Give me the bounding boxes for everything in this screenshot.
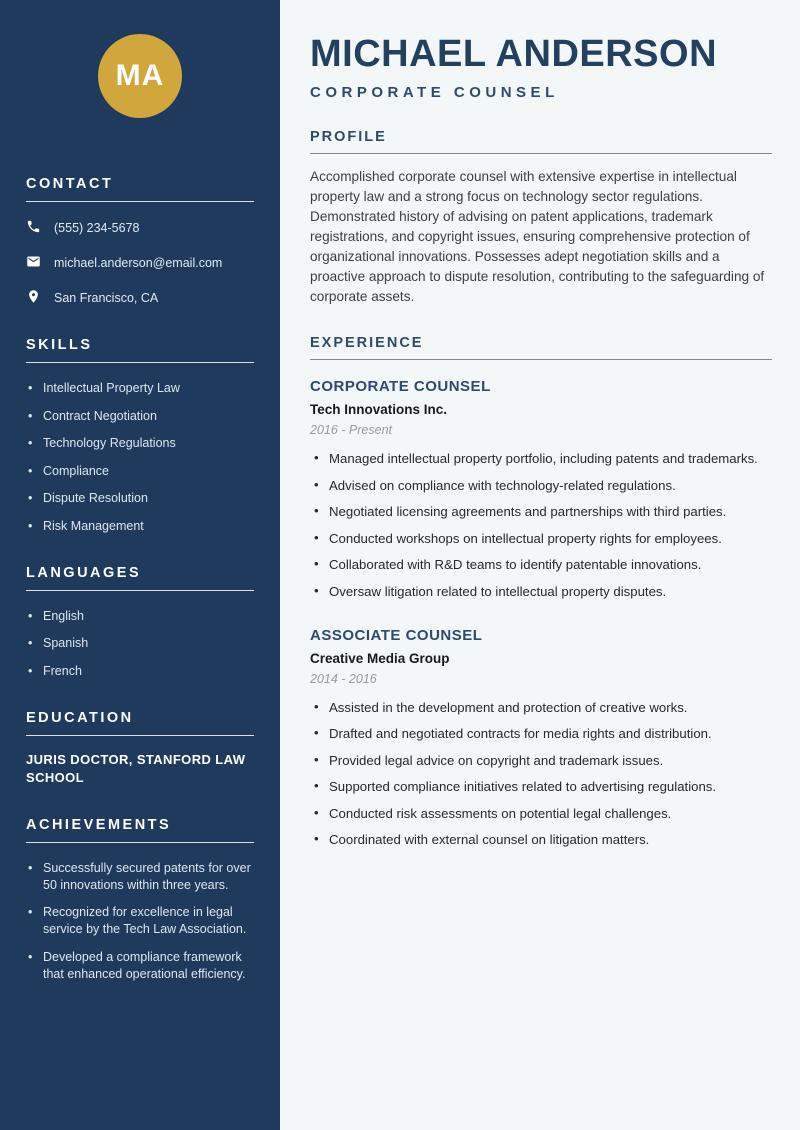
candidate-title: CORPORATE COUNSEL [310,84,559,101]
job-company: Creative Media Group [310,650,450,666]
job-bullet: • Advised on compliance with technology-related regulations. [310,477,772,494]
contact-heading: CONTACT [26,176,114,192]
achievements-list [26,860,254,983]
resume-main [280,0,800,1130]
achievement-item: • Successfully secured patents for over 50 innovations within three years. [26,860,254,894]
job-dates: 2016 - Present [310,423,392,437]
education-degree: JURIS DOCTOR, STANFORD LAW SCHOOL [26,751,246,785]
achievement-item: • Developed a compliance framework that enhanced operational efficiency. [26,949,254,983]
job-role: CORPORATE COUNSEL [310,378,491,395]
contact-section [26,176,254,307]
contact-phone-row [26,219,254,237]
contact-email-text: michael.anderson@email.com [54,256,223,270]
sidebar [0,0,280,1130]
job-bullet: • Conducted risk assessments on potential legal challenges. [310,805,772,822]
skill-item: • Contract Negotiation [26,408,254,425]
contact-email-row [26,254,254,272]
skills-heading: SKILLS [26,337,93,353]
job-bullet: • Oversaw litigation related to intellectual property disputes. [310,583,772,600]
education-section [26,710,254,787]
skills-section [26,337,254,535]
contact-location-text: San Francisco, CA [54,291,159,305]
job-bullet: • Assisted in the development and protection of creative works. [310,699,772,716]
divider [26,362,254,363]
job-company: Tech Innovations Inc. [310,402,448,417]
experience-entry [310,378,772,600]
languages-section [26,565,254,680]
skill-item: • Technology Regulations [26,435,254,452]
education-heading: EDUCATION [26,709,134,726]
job-role: ASSOCIATE COUNSEL [310,626,483,644]
job-bullet: • Drafted and negotiated contracts for media rights and distribution. [310,725,772,742]
job-bullet: • Collaborated with R&D teams to identify patentable innovations. [310,556,772,573]
skills-list [26,380,254,535]
profile-heading: PROFILE [310,129,387,145]
phone-icon [26,219,41,237]
job-bullet-list [310,699,772,849]
experience-entry [310,627,772,849]
profile-section [310,129,772,307]
languages-heading: LANGUAGES [26,564,142,581]
contact-phone-text: (555) 234-5678 [54,221,140,235]
skill-item: • Risk Management [26,518,254,535]
languages-list [26,608,254,680]
language-item: • English [26,608,254,625]
job-bullet: • Negotiated licensing agreements and partnerships with third parties. [310,503,772,520]
contact-list [26,219,254,307]
divider [26,201,254,202]
job-bullet: • Coordinated with external counsel on litigation matters. [310,831,772,848]
achievements-heading: ACHIEVEMENTS [26,816,172,833]
job-bullet: • Managed intellectual property portfolio, including patents and trademarks. [310,450,772,467]
experience-heading: EXPERIENCE [310,335,424,351]
divider [26,590,254,591]
candidate-name: MICHAEL ANDERSON [310,33,718,75]
job-bullet: • Conducted workshops on intellectual property rights for employees. [310,530,772,547]
language-item: • French [26,663,254,680]
contact-location-row [26,289,254,307]
avatar: MA [98,34,182,118]
language-item: • Spanish [26,635,254,652]
profile-text: Accomplished corporate counsel with extensive expertise in intellectual property law and a strong focus on technology sector regulations. Demonstrated history of advising on patent applications, trademark registrations, and copyright issues, ensuring comprehensive protection of organizational innovations. Possesses adept negotiation skills and a proactive approach to dispute resolution, contributing to the safeguarding of corporate assets. [310,169,765,304]
skill-item: • Intellectual Property Law [26,380,254,397]
skill-item: • Dispute Resolution [26,490,254,507]
email-icon [26,254,41,272]
job-bullet: • Supported compliance initiatives related to advertising regulations. [310,778,772,795]
divider [310,153,772,154]
achievements-section [26,817,254,983]
experience-section [310,335,772,848]
job-bullet: • Provided legal advice on copyright and trademark issues. [310,752,772,769]
achievement-item: • Recognized for excellence in legal service by the Tech Law Association. [26,904,254,938]
job-bullet-list [310,450,772,600]
location-pin-icon [26,289,41,307]
divider [26,842,254,843]
job-dates: 2014 - 2016 [310,671,377,686]
divider [26,735,254,736]
divider [310,359,772,360]
skill-item: • Compliance [26,463,254,480]
